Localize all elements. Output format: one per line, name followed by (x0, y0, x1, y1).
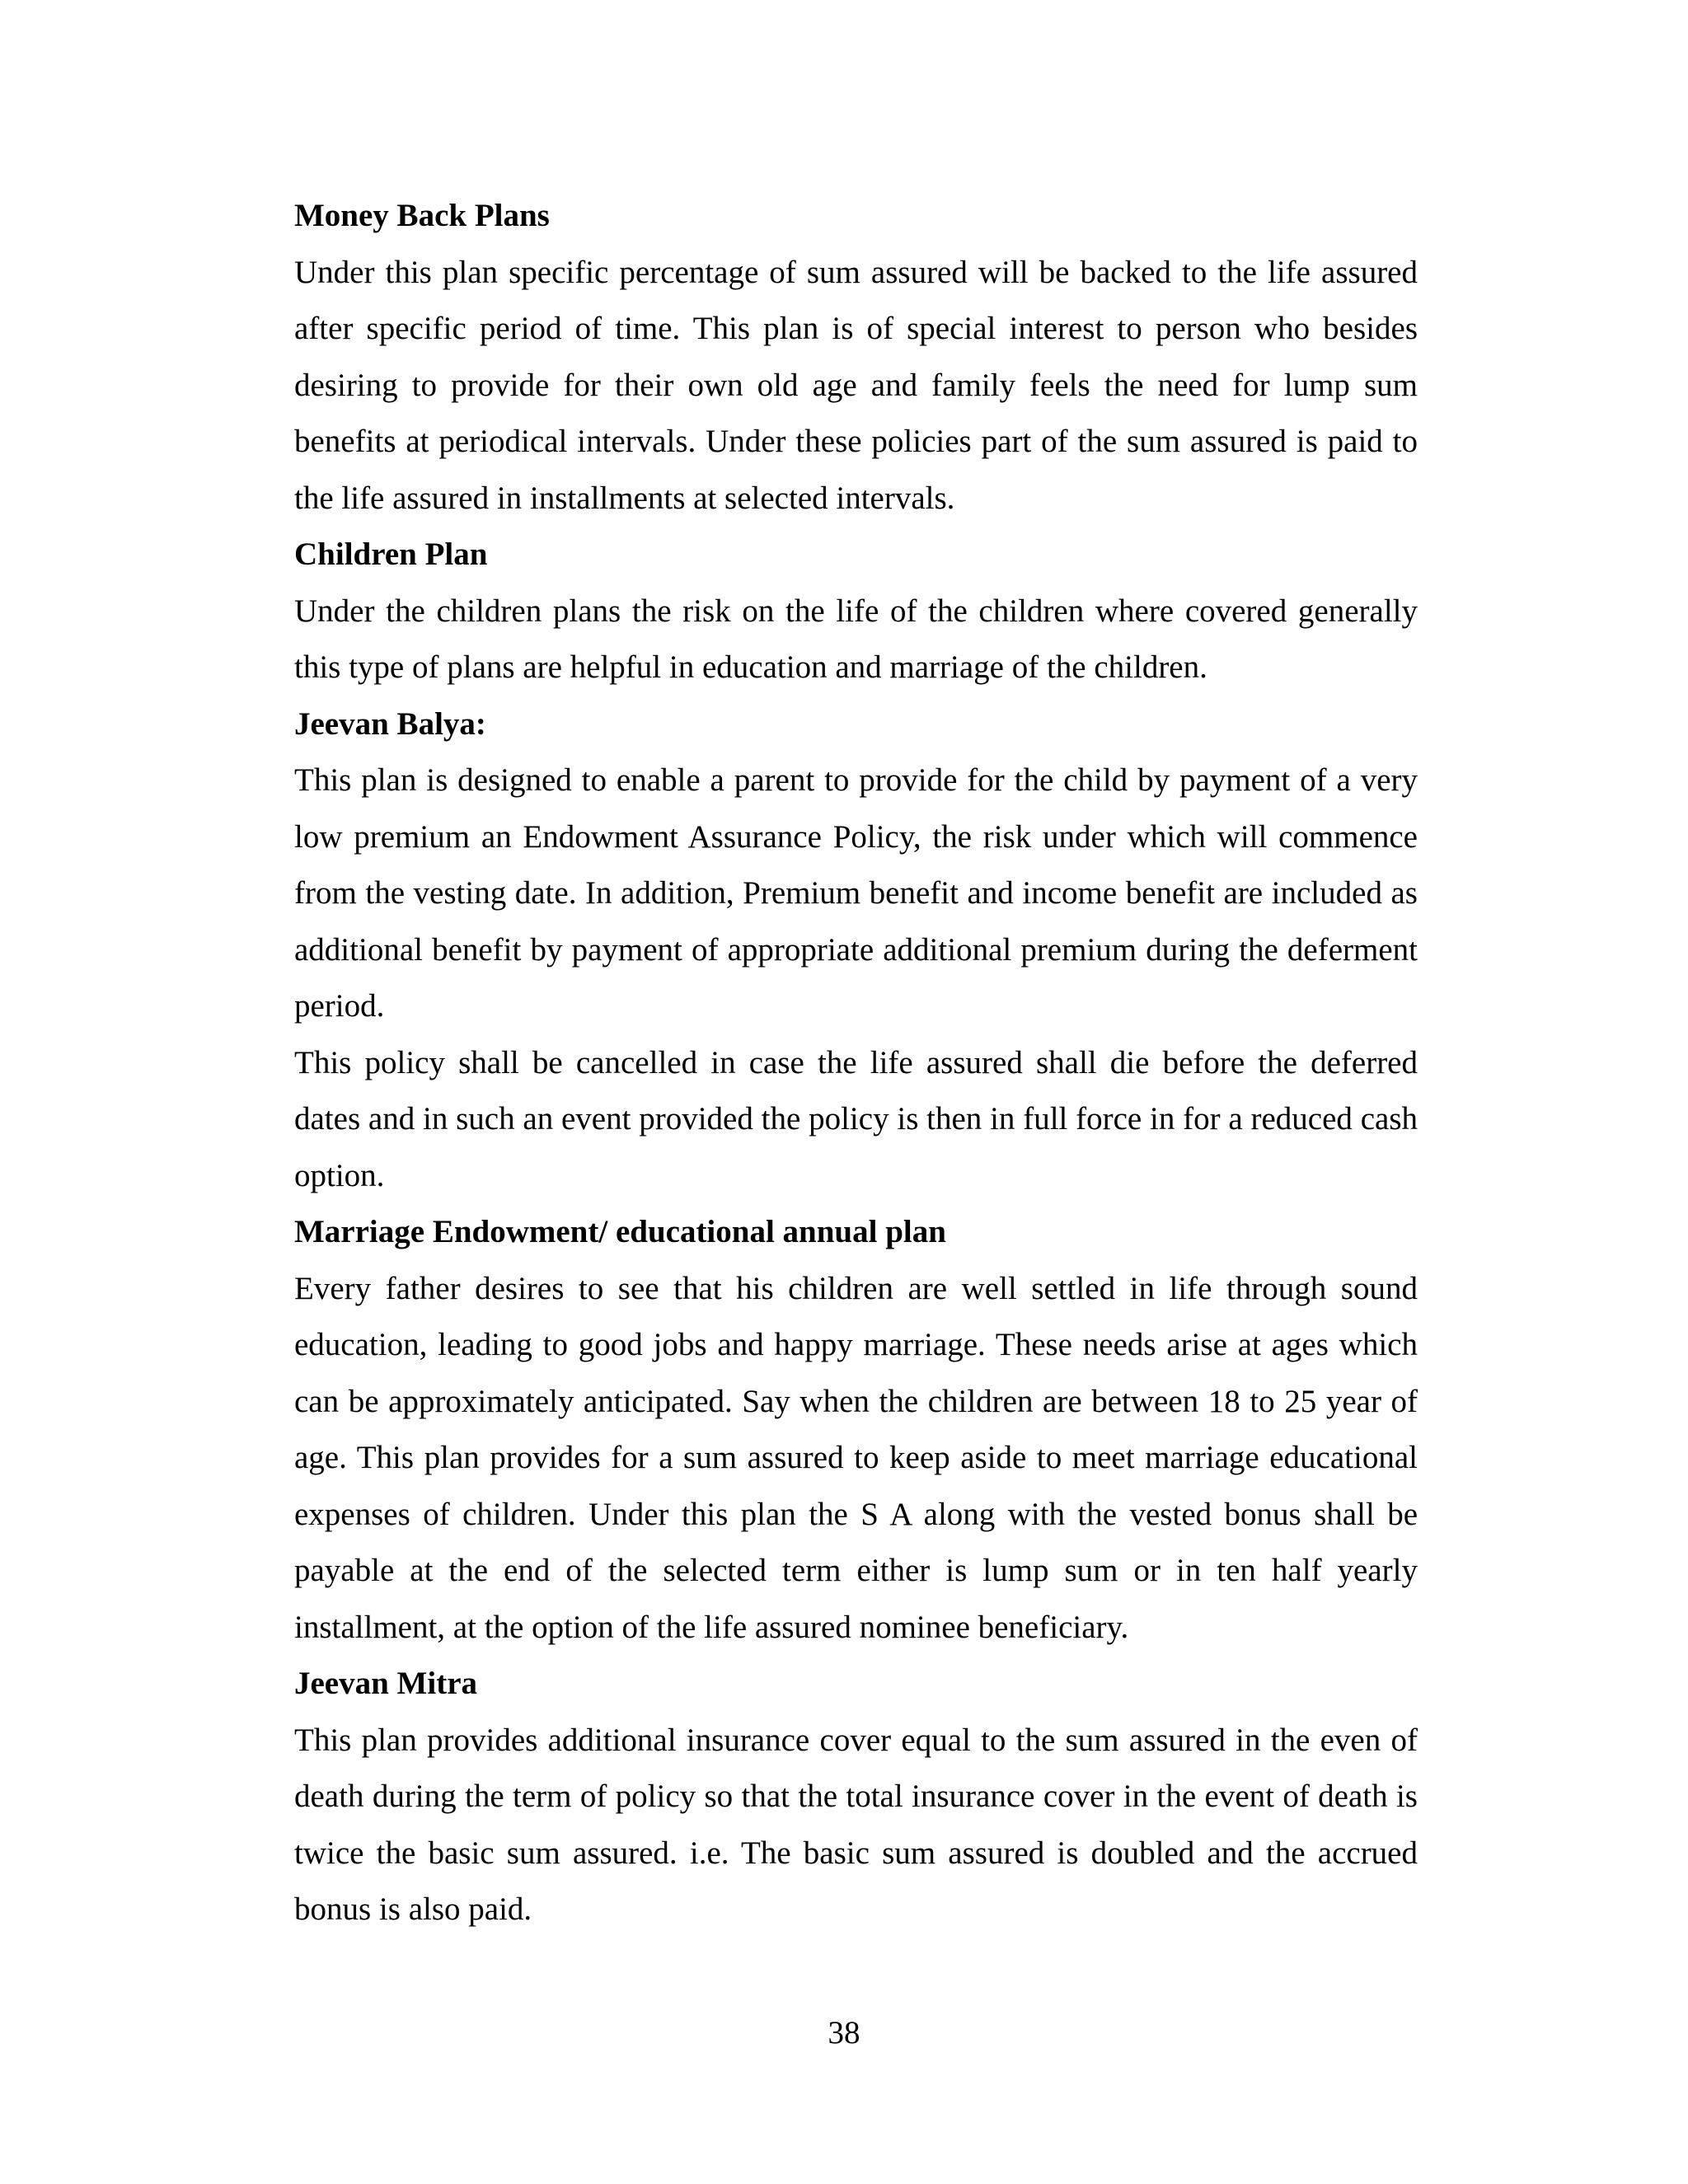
section-heading-money-back-plans: Money Back Plans (294, 198, 550, 233)
section-paragraph-money-back-plans: Under this plan specific percentage of sum assured will be backed to the life assured after specific period of time. This plan is of special interest to person who besides desiring to provide for their own old age and family feels the need for lump sum benefits at periodical intervals. Under these policies part of the sum assured is paid to the life assured in installments at selected intervals. (294, 254, 1418, 516)
section-paragraph-marriage-endowment: Every father desires to see that his children are well settled in life through sound education, leading to good jobs and happy marriage. These needs arise at ages which can be approximately anticipated. Say when the children are between 18 to 25 year of age. This plan provides for a sum assured to keep aside to meet marriage educational expenses of children. Under this plan the S A along with the vested bonus shall be payable at the end of the selected term either is lump sum or in ten half yearly installment, at the option of the life assured nominee beneficiary. (294, 1270, 1418, 1645)
section-paragraph-jeevan-mitra: This plan provides additional insurance cover equal to the sum assured in the even of death during the term of policy so that the total insurance cover in the event of death is twice the basic sum assured. i.e. The basic sum assured is doubled and the accrued bonus is also paid. (294, 1722, 1418, 1927)
section-paragraph-jeevan-balya-2: This policy shall be cancelled in case the life assured shall die before the deferred dates and in such an event provided the policy is then in full force in for a reduced cash option. (294, 1044, 1418, 1193)
section-heading-marriage-endowment: Marriage Endowment/ educational annual plan (294, 1214, 946, 1249)
page-number: 38 (828, 2015, 860, 2050)
section-paragraph-children-plan: Under the children plans the risk on the life of the children where covered generally this type of plans are helpful in education and marriage of the children. (294, 593, 1418, 685)
section-heading-children-plan: Children Plan (294, 537, 488, 572)
section-heading-jeevan-mitra: Jeevan Mitra (294, 1666, 478, 1701)
section-heading-jeevan-balya: Jeevan Balya: (294, 705, 486, 742)
page-content (294, 188, 1418, 1938)
section-paragraph-jeevan-balya-1: This plan is designed to enable a parent to provide for the child by payment of a very low premium an Endowment Assurance Policy, the risk under which will commence from the vesting date. In addition, Premium benefit and income benefit are included as additional benefit by payment of appropriate additional premium during the deferment period. (294, 762, 1418, 1024)
